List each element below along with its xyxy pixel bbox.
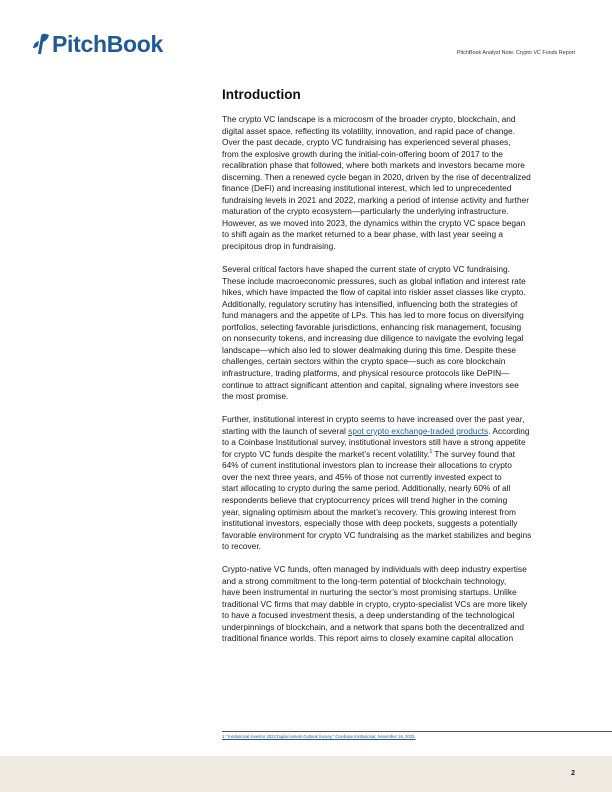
text-line: These include macroeconomic pressures, such as global inflation and interest rate	[222, 275, 526, 286]
text-fragment: . According	[488, 425, 530, 436]
main-content	[222, 86, 582, 657]
paragraph-4	[222, 564, 582, 645]
text-line: discerning. Then a renewed cycle began in 2020, driven by the rise of decentralized	[222, 171, 531, 182]
footnote-divider	[222, 731, 612, 732]
text-line: from the explosive growth during the initial-coin-offering boom of 2017 to the	[222, 148, 503, 159]
text-line: fund managers and the appetite of LPs. This has led to more focus on diversifying	[222, 310, 524, 321]
text-line: to a Coinbase Institutional survey, institutional investors still have a strong appetite	[222, 437, 526, 448]
text-line: portfolios, selecting favorable jurisdictions, enhancing risk management, focusing	[222, 321, 522, 332]
text-line: the most promise.	[222, 391, 289, 402]
text-line: digital asset space, reflecting its volatility, innovation, and rapid pace of change.	[222, 125, 515, 136]
text-line: on nonsecurity tokens, and increasing due diligence to navigate the evolving legal	[222, 333, 524, 344]
text-line: underpinnings of blockchain, and a network that spans both the decentralized and	[222, 621, 524, 632]
text-line: hikes, which have impacted the flow of capital into riskier asset classes like crypto.	[222, 287, 526, 298]
paragraph-1	[222, 114, 582, 253]
text-line: start allocating to crypto during the same period. Additionally, nearly 60% of all	[222, 483, 511, 494]
text-line: precipitous drop in fundraising.	[222, 241, 336, 252]
page-number: 2	[571, 770, 575, 777]
text-line: maturation of the crypto ecosystem—particularly the underlying infrastructure.	[222, 206, 509, 217]
text-line: over the next three years, and 45% of those not currently invested expect to	[222, 471, 502, 482]
text-line: and a strong commitment to the long-term potential of blockchain technology,	[222, 575, 507, 586]
section-heading: Introduction	[222, 87, 301, 102]
text-fragment: for crypto VC funds despite the market’s recent volatility.	[222, 448, 430, 459]
text-fragment: starting with the launch of several	[222, 425, 349, 436]
text-line: to recover.	[222, 541, 261, 552]
text-line: infrastructure, trading platforms, and physical resource protocols like DePIN—	[222, 367, 510, 378]
text-line: continue to attract significant attention and capital, signaling where investors see	[222, 379, 519, 390]
logo-text: PitchBook	[52, 31, 164, 57]
text-line: Additionally, regulatory scrutiny has intensified, influencing both the strategies of	[222, 298, 518, 309]
text-line: favorable environment for crypto VC fundraising as the market stabilizes and begins	[222, 529, 532, 540]
footnote-reference[interactable]: 1	[429, 448, 433, 455]
text-line: The crypto VC landscape is a microcosm of the broader crypto, blockchain, and	[222, 114, 516, 124]
pitchbook-leaf-icon	[32, 33, 50, 55]
text-line: to have a focused investment thesis, a deep understanding of the technological	[222, 610, 515, 621]
text-line	[222, 426, 582, 438]
text-fragment: The survey found that	[432, 448, 516, 459]
report-title: PitchBook Analyst Note: Crypto VC Funds Report	[456, 50, 575, 56]
text-line: fundraising levels in 2021 and 2022, marking a period of intense activity and further	[222, 194, 530, 205]
paragraph-2	[222, 264, 582, 403]
text-line: year, signaling optimism about the market’s recovery. This growing interest from	[222, 506, 517, 517]
text-line: institutional investors, especially those with deep pockets, suggests a potentially	[222, 518, 518, 529]
text-line: challenges, certain sectors within the crypto space—such as core blockchain	[222, 356, 506, 367]
text-line: to shift again as the market returned to a bear phase, with last year seeing a	[222, 229, 504, 240]
footer-band	[0, 756, 612, 792]
text-line: Crypto-native VC funds, often managed by individuals with deep industry expertise	[222, 564, 527, 575]
text-line: Further, institutional interest in crypto seems to have increased over the past year,	[222, 414, 525, 425]
text-line: Over the past decade, crypto VC fundraising has experienced several phases,	[222, 137, 511, 148]
text-line: landscape—which also led to slower dealmaking during this time. Despite these	[222, 344, 517, 355]
text-line: respondents believe that cryptocurrency prices will trend higher in the coming	[222, 494, 508, 505]
text-line: traditional VC firms that may dabble in crypto, crypto-specialist VCs are more likely	[222, 598, 528, 609]
spot-crypto-etp-link[interactable]: spot crypto exchange-traded products	[348, 425, 489, 436]
text-line	[222, 449, 582, 461]
text-line: Several critical factors have shaped the current state of crypto VC fundraising.	[222, 264, 511, 275]
text-line: However, as we moved into 2023, the dynamics within the crypto VC space began	[222, 217, 526, 228]
text-line: recalibration phase that followed, where both markets and investors became more	[222, 160, 525, 171]
text-line: traditional finance worlds. This report aims to closely examine capital allocation	[222, 633, 514, 644]
text-line: finance (DeFi) and increasing institutional interest, which led to unprecedented	[222, 183, 512, 194]
text-line: have been instrumental in nurturing the sector’s most promising startups. Unlike	[222, 587, 517, 598]
footnote-link[interactable]: 1: “Institutional Investor 2023 Digital Assets Outlook Survey,” Coinbase Institutional, November 16, 2023.	[222, 734, 416, 739]
text-line: 64% of current institutional investors plan to increase their allocations to crypto	[222, 460, 512, 471]
paragraph-3	[222, 414, 582, 553]
pitchbook-logo	[32, 33, 163, 55]
